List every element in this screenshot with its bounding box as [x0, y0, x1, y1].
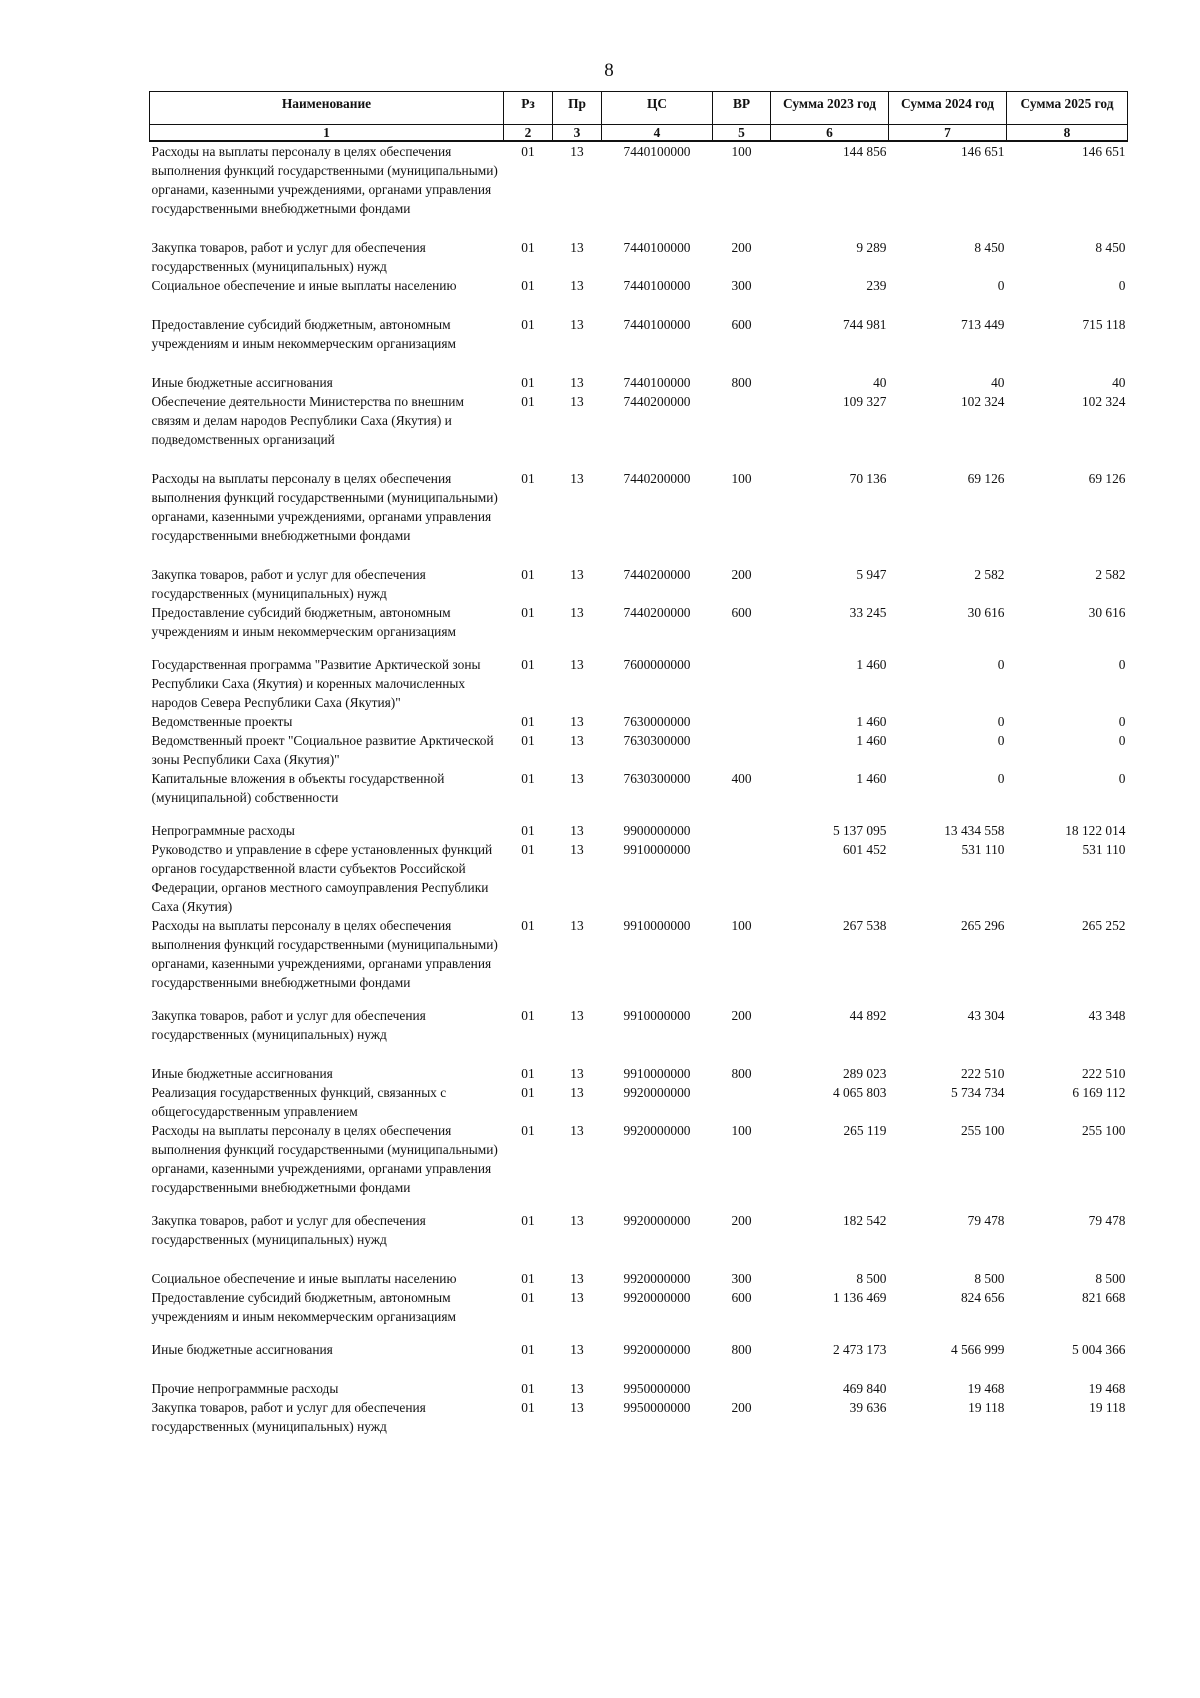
row-vr — [713, 1379, 771, 1398]
row-pr: 13 — [570, 1085, 584, 1100]
row-pr: 13 — [570, 842, 584, 857]
row-cs: 9910000000 — [623, 842, 691, 857]
row-cs: 9950000000 — [623, 1381, 691, 1396]
row-rz: 01 — [521, 1271, 535, 1286]
row-pr: 13 — [570, 733, 584, 748]
row-sum-2023: 5 947 — [856, 567, 887, 582]
row-sum-2025: 715 118 — [1082, 317, 1126, 332]
row-sum-2024: 255 100 — [960, 1123, 1005, 1138]
row-pr: 13 — [570, 823, 584, 838]
row-sum-2024: 19 118 — [968, 1400, 1005, 1415]
row-pr: 13 — [570, 771, 584, 786]
row-sum-2023: 1 460 — [856, 771, 887, 786]
col-header-sum-2023: Сумма 2023 год — [771, 92, 889, 125]
row-vr: 200 — [731, 240, 752, 255]
row-sum-2024: 222 510 — [960, 1066, 1005, 1081]
row-sum-2025: 8 450 — [1095, 240, 1126, 255]
row-cs: 9920000000 — [623, 1123, 691, 1138]
row-rz: 01 — [521, 375, 535, 390]
table-row — [150, 373, 1128, 392]
col-header-vr: ВР — [713, 92, 771, 125]
row-cs: 9900000000 — [623, 823, 691, 838]
row-sum-2023: 1 460 — [856, 733, 887, 748]
table-row — [150, 655, 1128, 712]
row-sum-2024: 713 449 — [960, 317, 1005, 332]
row-sum-2023: 289 023 — [842, 1066, 887, 1081]
col-header-sum-2024: Сумма 2024 год — [889, 92, 1007, 125]
row-sum-2025: 19 118 — [1089, 1400, 1126, 1415]
row-sum-2023: 44 892 — [849, 1008, 887, 1023]
row-cs: 9920000000 — [623, 1213, 691, 1228]
header-row — [150, 92, 1128, 125]
row-rz: 01 — [521, 1213, 535, 1228]
row-sum-2023: 1 460 — [856, 714, 887, 729]
page-number: 8 — [604, 60, 614, 81]
table-row — [150, 565, 1128, 603]
row-sum-2025: 0 — [1118, 657, 1126, 672]
row-sum-2024: 102 324 — [960, 394, 1005, 409]
row-pr: 13 — [570, 471, 584, 486]
col-number: 8 — [1007, 125, 1128, 142]
table-row — [150, 469, 1128, 565]
row-rz: 01 — [521, 657, 535, 672]
row-rz: 01 — [521, 144, 535, 159]
row-vr — [713, 821, 771, 840]
row-sum-2025: 222 510 — [1081, 1066, 1126, 1081]
col-number: 1 — [150, 125, 504, 142]
row-rz: 01 — [521, 1381, 535, 1396]
row-rz: 01 — [521, 317, 535, 332]
row-sum-2024: 824 656 — [960, 1290, 1005, 1305]
row-name: Закупка товаров, работ и услуг для обеспечения государственных (муниципальных) нужд — [151, 240, 426, 274]
row-sum-2024: 40 — [991, 375, 1005, 390]
row-vr — [713, 1083, 771, 1121]
row-pr: 13 — [570, 144, 584, 159]
row-sum-2024: 19 468 — [967, 1381, 1005, 1396]
row-cs: 7440200000 — [623, 471, 691, 486]
row-sum-2023: 182 542 — [842, 1213, 887, 1228]
row-vr: 200 — [731, 1400, 752, 1415]
row-sum-2024: 2 582 — [974, 567, 1005, 582]
row-pr: 13 — [570, 714, 584, 729]
row-pr: 13 — [570, 317, 584, 332]
table-row — [150, 603, 1128, 655]
row-sum-2023: 9 289 — [856, 240, 887, 255]
table-row — [150, 1064, 1128, 1083]
row-pr: 13 — [570, 1381, 584, 1396]
row-vr: 100 — [731, 918, 752, 933]
row-rz: 01 — [521, 605, 535, 620]
row-pr: 13 — [570, 657, 584, 672]
row-sum-2024: 8 450 — [974, 240, 1005, 255]
row-sum-2023: 8 500 — [856, 1271, 887, 1286]
row-name: Непрограммные расходы — [151, 823, 295, 838]
row-sum-2023: 1 460 — [856, 657, 887, 672]
row-cs: 7440200000 — [623, 605, 691, 620]
col-header-rz: Рз — [504, 92, 553, 125]
row-cs: 7440100000 — [623, 278, 691, 293]
row-name: Иные бюджетные ассигнования — [151, 1342, 333, 1357]
row-vr: 800 — [731, 1066, 752, 1081]
row-sum-2024: 4 566 999 — [950, 1342, 1005, 1357]
row-sum-2025: 5 004 366 — [1071, 1342, 1126, 1357]
row-name: Ведомственный проект "Социальное развитие Арктической зоны Республики Саха (Якутия)" — [151, 733, 494, 767]
row-sum-2023: 40 — [873, 375, 887, 390]
row-cs: 9920000000 — [623, 1342, 691, 1357]
row-sum-2024: 43 304 — [967, 1008, 1005, 1023]
row-sum-2024: 0 — [997, 657, 1005, 672]
row-pr: 13 — [570, 1123, 584, 1138]
row-name: Расходы на выплаты персоналу в целях обеспечения выполнения функций государственными (муниципальными) органами, казенными учреждениями, органами управления государственными внебюджетными фондами — [151, 471, 498, 543]
row-cs: 7630300000 — [623, 733, 691, 748]
row-sum-2023: 5 137 095 — [832, 823, 887, 838]
row-name: Обеспечение деятельности Министерства по внешним связям и делам народов Республики Саха (Якутия) и подведомственных организаций — [151, 394, 464, 447]
row-sum-2023: 4 065 803 — [832, 1085, 887, 1100]
row-vr: 800 — [731, 1342, 752, 1357]
table-body — [150, 141, 1128, 1436]
row-pr: 13 — [570, 394, 584, 409]
table-row — [150, 916, 1128, 1006]
row-vr: 100 — [731, 471, 752, 486]
row-sum-2024: 30 616 — [967, 605, 1005, 620]
row-vr: 600 — [731, 1290, 752, 1305]
row-vr: 100 — [731, 1123, 752, 1138]
row-sum-2025: 18 122 014 — [1065, 823, 1126, 838]
col-header-cs: ЦС — [602, 92, 713, 125]
table-row — [150, 141, 1128, 238]
row-sum-2025: 255 100 — [1081, 1123, 1126, 1138]
row-rz: 01 — [521, 771, 535, 786]
row-sum-2024: 8 500 — [974, 1271, 1005, 1286]
row-pr: 13 — [570, 1342, 584, 1357]
table-row — [150, 315, 1128, 373]
row-vr — [713, 731, 771, 769]
table-row — [150, 1269, 1128, 1288]
row-rz: 01 — [521, 1290, 535, 1305]
row-sum-2025: 19 468 — [1088, 1381, 1126, 1396]
row-sum-2023: 1 136 469 — [832, 1290, 887, 1305]
row-cs: 7440100000 — [623, 317, 691, 332]
row-rz: 01 — [521, 714, 535, 729]
budget-table — [149, 91, 1128, 1436]
row-name: Реализация государственных функций, связанных с общегосударственным управлением — [151, 1085, 447, 1119]
row-vr: 100 — [731, 144, 752, 159]
row-name: Иные бюджетные ассигнования — [151, 375, 333, 390]
row-name: Предоставление субсидий бюджетным, автономным учреждениям и иным некоммерческим организациям — [151, 317, 456, 351]
row-sum-2024: 0 — [997, 714, 1005, 729]
row-rz: 01 — [521, 918, 535, 933]
row-sum-2024: 531 110 — [961, 842, 1005, 857]
row-pr: 13 — [570, 1271, 584, 1286]
row-sum-2023: 469 840 — [842, 1381, 887, 1396]
row-cs: 7440100000 — [623, 240, 691, 255]
col-number: 5 — [713, 125, 771, 142]
row-name: Предоставление субсидий бюджетным, автономным учреждениям и иным некоммерческим организациям — [151, 605, 456, 639]
row-rz: 01 — [521, 567, 535, 582]
col-header-name: Наименование — [150, 92, 504, 125]
row-pr: 13 — [570, 1066, 584, 1081]
row-vr: 200 — [731, 567, 752, 582]
row-sum-2023: 70 136 — [849, 471, 887, 486]
row-pr: 13 — [570, 1400, 584, 1415]
row-sum-2024: 265 296 — [960, 918, 1005, 933]
row-sum-2024: 0 — [997, 733, 1005, 748]
row-vr — [713, 655, 771, 712]
row-pr: 13 — [570, 1290, 584, 1305]
row-cs: 7440100000 — [623, 375, 691, 390]
row-sum-2023: 265 119 — [843, 1123, 887, 1138]
table-row — [150, 1006, 1128, 1064]
row-vr: 600 — [731, 605, 752, 620]
row-sum-2025: 0 — [1118, 733, 1126, 748]
row-cs: 7630000000 — [623, 714, 691, 729]
row-rz: 01 — [521, 1400, 535, 1415]
row-vr: 300 — [731, 1271, 752, 1286]
table-row — [150, 769, 1128, 821]
row-sum-2023: 601 452 — [842, 842, 887, 857]
row-sum-2023: 144 856 — [842, 144, 887, 159]
row-name: Капитальные вложения в объекты государственной (муниципальной) собственности — [151, 771, 445, 805]
row-sum-2023: 239 — [866, 278, 887, 293]
row-sum-2024: 0 — [997, 771, 1005, 786]
row-sum-2025: 821 668 — [1081, 1290, 1126, 1305]
row-sum-2024: 146 651 — [960, 144, 1005, 159]
row-sum-2023: 39 636 — [849, 1400, 887, 1415]
row-vr: 800 — [731, 375, 752, 390]
row-cs: 7440200000 — [623, 567, 691, 582]
row-pr: 13 — [570, 1008, 584, 1023]
row-sum-2023: 2 473 173 — [832, 1342, 887, 1357]
row-pr: 13 — [570, 1213, 584, 1228]
row-rz: 01 — [521, 842, 535, 857]
row-sum-2023: 744 981 — [842, 317, 887, 332]
row-name: Предоставление субсидий бюджетным, автономным учреждениям и иным некоммерческим организациям — [151, 1290, 456, 1324]
row-cs: 9920000000 — [623, 1085, 691, 1100]
row-rz: 01 — [521, 394, 535, 409]
row-vr: 600 — [731, 317, 752, 332]
row-pr: 13 — [570, 605, 584, 620]
row-cs: 9910000000 — [623, 918, 691, 933]
row-sum-2025: 2 582 — [1095, 567, 1126, 582]
row-name: Закупка товаров, работ и услуг для обеспечения государственных (муниципальных) нужд — [151, 1213, 426, 1247]
row-name: Расходы на выплаты персоналу в целях обеспечения выполнения функций государственными (муниципальными) органами, казенными учреждениями, органами управления государственными внебюджетными фондами — [151, 144, 498, 216]
row-vr: 300 — [731, 278, 752, 293]
row-rz: 01 — [521, 1085, 535, 1100]
table-row — [150, 840, 1128, 916]
row-sum-2025: 69 126 — [1088, 471, 1126, 486]
row-rz: 01 — [521, 1123, 535, 1138]
row-sum-2025: 0 — [1118, 771, 1126, 786]
table-row — [150, 712, 1128, 731]
row-name: Закупка товаров, работ и услуг для обеспечения государственных (муниципальных) нужд — [151, 1008, 426, 1042]
row-sum-2025: 146 651 — [1081, 144, 1126, 159]
row-sum-2025: 30 616 — [1088, 605, 1126, 620]
col-header-pr: Пр — [553, 92, 602, 125]
row-name: Прочие непрограммные расходы — [151, 1381, 339, 1396]
col-number: 3 — [553, 125, 602, 142]
row-sum-2024: 79 478 — [967, 1213, 1005, 1228]
row-name: Расходы на выплаты персоналу в целях обеспечения выполнения функций государственными (муниципальными) органами, казенными учреждениями, органами управления государственными внебюджетными фондами — [151, 918, 498, 990]
table-row — [150, 1083, 1128, 1121]
row-cs: 7440100000 — [623, 144, 691, 159]
row-cs: 9920000000 — [623, 1290, 691, 1305]
row-pr: 13 — [570, 567, 584, 582]
row-name: Государственная программа "Развитие Арктической зоны Республики Саха (Якутия) и коренных малочисленных народов Севера Республики Саха (Якутия)" — [151, 657, 481, 710]
table-row — [150, 276, 1128, 315]
table-row — [150, 1288, 1128, 1340]
row-rz: 01 — [521, 1008, 535, 1023]
row-pr: 13 — [570, 918, 584, 933]
row-name: Закупка товаров, работ и услуг для обеспечения государственных (муниципальных) нужд — [151, 1400, 426, 1434]
row-pr: 13 — [570, 375, 584, 390]
col-number: 4 — [602, 125, 713, 142]
row-cs: 7600000000 — [623, 657, 691, 672]
row-name: Иные бюджетные ассигнования — [151, 1066, 333, 1081]
row-sum-2023: 33 245 — [849, 605, 887, 620]
row-vr — [713, 840, 771, 916]
table-row — [150, 731, 1128, 769]
table-row — [150, 1398, 1128, 1436]
row-vr — [713, 392, 771, 469]
col-header-sum-2025: Сумма 2025 год — [1007, 92, 1128, 125]
row-sum-2025: 0 — [1118, 714, 1126, 729]
row-pr: 13 — [570, 240, 584, 255]
row-rz: 01 — [521, 1342, 535, 1357]
table-row — [150, 1340, 1128, 1379]
row-sum-2025: 531 110 — [1082, 842, 1126, 857]
row-sum-2025: 102 324 — [1081, 394, 1126, 409]
row-rz: 01 — [521, 240, 535, 255]
row-sum-2023: 267 538 — [842, 918, 887, 933]
row-rz: 01 — [521, 823, 535, 838]
col-number: 2 — [504, 125, 553, 142]
row-sum-2025: 0 — [1118, 278, 1126, 293]
row-vr: 200 — [731, 1008, 752, 1023]
row-rz: 01 — [521, 278, 535, 293]
row-cs: 9910000000 — [623, 1066, 691, 1081]
row-rz: 01 — [521, 733, 535, 748]
row-sum-2023: 109 327 — [842, 394, 887, 409]
row-name: Ведомственные проекты — [151, 714, 293, 729]
row-sum-2024: 13 434 558 — [944, 823, 1005, 838]
table-row — [150, 821, 1128, 840]
row-name: Расходы на выплаты персоналу в целях обеспечения выполнения функций государственными (муниципальными) органами, казенными учреждениями, органами управления государственными внебюджетными фондами — [151, 1123, 498, 1195]
row-sum-2024: 0 — [997, 278, 1005, 293]
column-number-row — [150, 125, 1128, 142]
table-row — [150, 1211, 1128, 1269]
row-cs: 9920000000 — [623, 1271, 691, 1286]
row-vr — [713, 712, 771, 731]
row-name: Закупка товаров, работ и услуг для обеспечения государственных (муниципальных) нужд — [151, 567, 426, 601]
table-row — [150, 238, 1128, 276]
row-vr: 400 — [731, 771, 752, 786]
row-vr: 200 — [731, 1213, 752, 1228]
table-row — [150, 392, 1128, 469]
row-sum-2025: 43 348 — [1088, 1008, 1126, 1023]
col-number: 6 — [771, 125, 889, 142]
row-cs: 7440200000 — [623, 394, 691, 409]
row-sum-2025: 40 — [1112, 375, 1126, 390]
row-name: Социальное обеспечение и иные выплаты населению — [151, 1271, 457, 1286]
row-sum-2025: 8 500 — [1095, 1271, 1126, 1286]
row-rz: 01 — [521, 471, 535, 486]
row-cs: 9950000000 — [623, 1400, 691, 1415]
row-sum-2025: 79 478 — [1088, 1213, 1126, 1228]
row-sum-2025: 265 252 — [1081, 918, 1126, 933]
row-pr: 13 — [570, 278, 584, 293]
row-name: Руководство и управление в сфере установленных функций органов государственной власти субъектов Российской Федерации, органов местного самоуправления Республики Саха (Якутия) — [151, 842, 493, 914]
row-cs: 7630300000 — [623, 771, 691, 786]
row-sum-2024: 5 734 734 — [950, 1085, 1005, 1100]
row-cs: 9910000000 — [623, 1008, 691, 1023]
table-row — [150, 1121, 1128, 1211]
row-sum-2025: 6 169 112 — [1072, 1085, 1126, 1100]
col-number: 7 — [889, 125, 1007, 142]
table-row — [150, 1379, 1128, 1398]
row-name: Социальное обеспечение и иные выплаты населению — [151, 278, 457, 293]
row-sum-2024: 69 126 — [967, 471, 1005, 486]
row-rz: 01 — [521, 1066, 535, 1081]
